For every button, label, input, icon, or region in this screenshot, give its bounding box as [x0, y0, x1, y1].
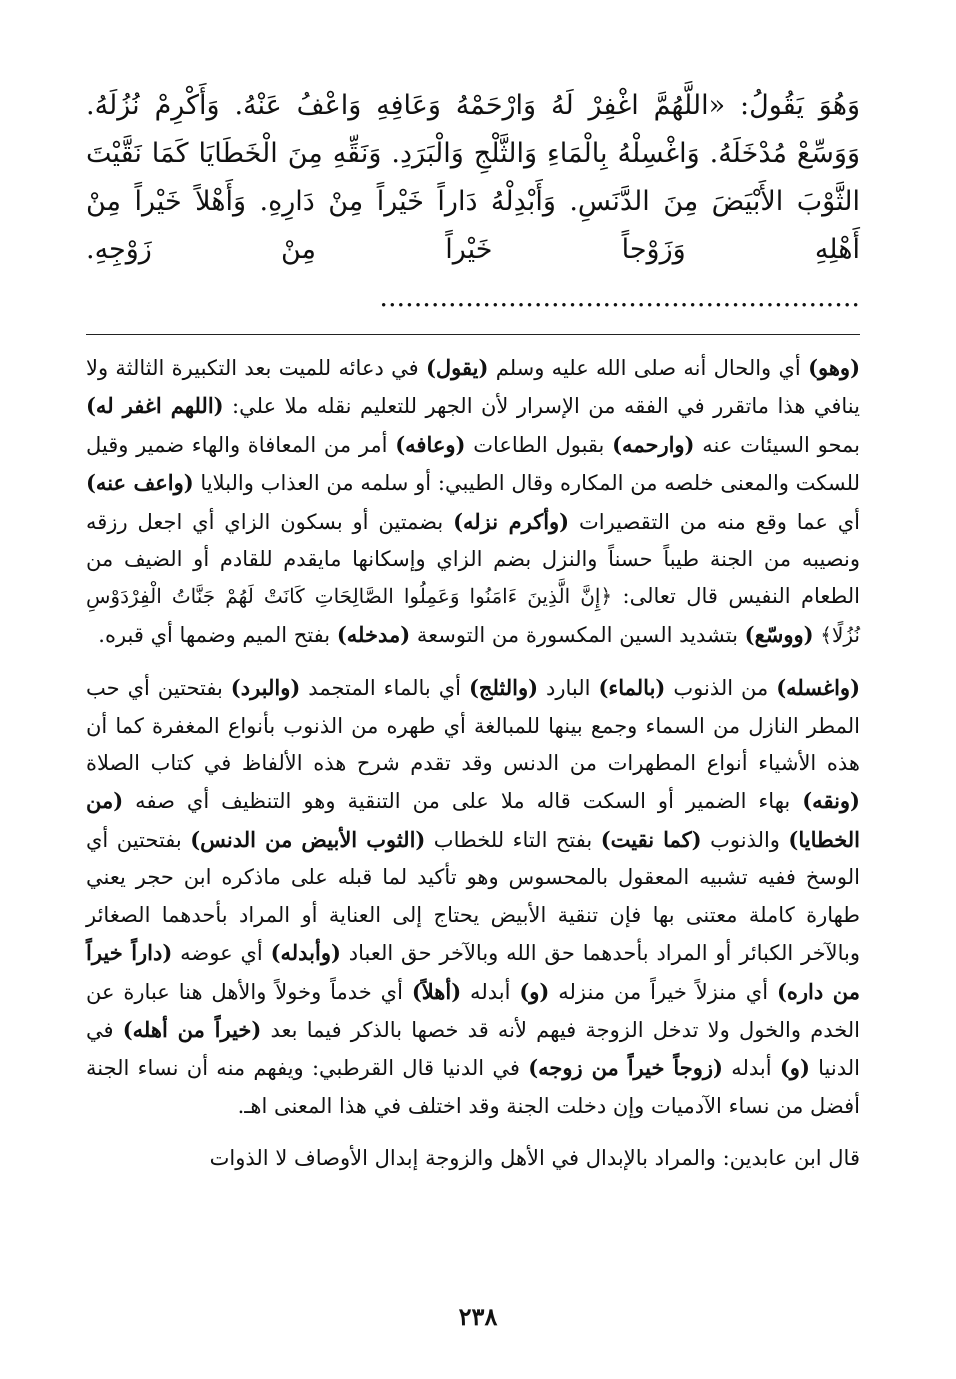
- footnote-divider: [86, 334, 860, 335]
- commentary-text: أي خدماً وخولاً والأهل هنا عبارة عن الخدم والخول ولا تدخل الزوجة فيهم لأنه قد خصها بالذكر فيما بعد: [86, 979, 861, 1042]
- term: (من الخطايا): [86, 788, 860, 852]
- commentary-text: أبدله: [461, 979, 520, 1004]
- commentary-text: والذنوب: [701, 827, 789, 852]
- commentary-text: بقبول الطاعات: [465, 432, 613, 457]
- term: (ووسّع): [744, 621, 814, 647]
- term: (وأبدله): [270, 940, 341, 966]
- hadith-ellipsis: ........................................................: [379, 282, 860, 313]
- term: (يقول): [425, 355, 489, 380]
- commentary-text: أي عوضه: [172, 941, 271, 966]
- term: (ونقه): [802, 788, 860, 814]
- commentary-text: أمر من المعافاة والهاء ضمير وقيل للسكت والمعنى خلصه من المكاره وقال الطيبي: أو سلمه من العذاب والبلايا: [86, 432, 860, 496]
- commentary-text: أبدله: [722, 1056, 780, 1081]
- term: (وهو): [808, 355, 860, 380]
- term: (و): [779, 1055, 810, 1081]
- page-number: ٢٣٨: [458, 1302, 498, 1331]
- commentary-text: أي بالماء المتجمد: [300, 676, 469, 701]
- commentary-text: في دعائه للميت بعد التكبيرة الثالثة ولا ينافي هذا ماتقرر في الفقه من الإسرار لأن الجهر للتعليم نقله ملا علي:: [86, 356, 860, 419]
- commentary-paragraph-2: [86, 669, 860, 1125]
- page-content: [86, 82, 860, 1178]
- term: (خيراً من أهله): [122, 1016, 262, 1042]
- commentary-paragraph-1: [86, 349, 860, 654]
- commentary-text: البارد: [538, 676, 599, 701]
- term: (واعف عنه): [86, 470, 194, 496]
- term: (اللهم اغفر له): [86, 393, 224, 419]
- term: (و): [519, 978, 550, 1004]
- term: (كما نقيت): [600, 826, 702, 852]
- commentary-text: في الدنيا قال القرطبي: ويفهم منه أن نساء الجنة أفضل من نساء الآدميات وإن دخلت الجنة وقد اختلف في هذا المعنى اهـ.: [86, 1056, 860, 1118]
- term: (زوجاً خيراً من زوجه): [528, 1055, 723, 1081]
- quran-verse: ﴿إِنَّ الَّذِينَ ءَامَنُوا وَعَمِلُوا الصَّالِحَاتِ كَانَتْ لَهُمْ جَنَّاتُ الْفِرْدَوْسِ نُزُلًا﴾: [86, 584, 860, 647]
- term: (أهلاً): [411, 978, 462, 1004]
- commentary-text: أي والحال أنه صلى الله عليه وسلم: [488, 356, 809, 380]
- commentary-text: بفتحتين أي حب المطر النازل من السماء وجمع بينها للمبالغة أي طهره من الذنوب بأنواع المغفرة كما أن هذه الأشياء أنواع المطهرات من الدنس وقد تقدم شرح هذه الألفاظ في كتاب الصلاة: [86, 676, 860, 776]
- term: (مدخله): [336, 621, 411, 647]
- term: (واغسله): [776, 675, 861, 701]
- term: (والثلج): [468, 675, 539, 701]
- term: (داراً خيراً من داره): [86, 940, 861, 1004]
- term: (الثوب الأبيض من الدنس): [190, 826, 426, 852]
- commentary-text: من الذنوب: [665, 676, 777, 701]
- term: (وارحمه): [612, 431, 695, 457]
- commentary-text: قال ابن عابدين: والمراد بالإبدال في الأهل والزوجة إبدال الأوصاف لا الذوات: [209, 1146, 860, 1171]
- commentary-text: بفتحتين أي الوسخ ففيه تشبيه المعقول بالمحسوس وهو تأكيد لما قبله على ماذكره ابن حجر يعني طهارة كاملة معتنى بها فإن تنقية الأبيض يحتاج إلى العناية أو المراد بأحدهما الصغائر وبالآخر الكبائر أو المراد بأحدهما حق الله وبالآخر حق العباد: [86, 827, 860, 966]
- hadith-text: [86, 82, 860, 322]
- term: (وأكرم نزله): [453, 508, 570, 534]
- commentary-text: بمحو السيئات عنه: [694, 432, 860, 457]
- commentary-text: بضمتين أو بسكون الزاي أي اجعل رزقه ونصيبه من الجنة طيباً حسناً والنزل بضم الزاي وإسكانها مايقدم للقادم أو الضيف من الطعام النفيس قال تعالى:: [86, 509, 860, 609]
- commentary-text: بفتح التاء للخطاب: [425, 827, 601, 852]
- commentary-text: أي عما وقع منه من التقصيرات: [569, 509, 860, 534]
- commentary-text: في الدنيا: [86, 1017, 860, 1081]
- term: (بالماء): [598, 675, 666, 701]
- hadith-body: وَهُوَ يَقُولُ: «اللَّهُمَّ اغْفِرْ لَهُ وَارْحَمْهُ وَعَافِهِ وَاعْفُ عَنْهُ. وَأَكْرِمْ نُزُلَهُ. وَوَسِّعْ مُدْخَلَهُ. وَاغْسِلْهُ بِالْمَاءِ وَالثَّلْجِ وَالْبَرَدِ. وَنَقِّهِ مِنَ الْخَطَايَا كَمَا نَقَّيْتَ الثَّوْبَ الأَبْيَضَ مِنَ الدَّنَسِ. وَأَبْدِلْهُ دَاراً خَيْراً مِنْ دَارِهِ. وَأَهْلاً خَيْراً مِنْ أَهْلِهِ وَزَوْجاً خَيْراً مِنْ زَوْجِهِ.: [86, 90, 860, 265]
- commentary-text: بفتح الميم وضمها أي قبره.: [98, 622, 337, 647]
- commentary-text: أي منزلاً خيراً من منزله: [549, 979, 777, 1004]
- commentary-text: بتشديد السين المكسورة من التوسعة: [410, 622, 745, 647]
- commentary-paragraph-3: [86, 1140, 860, 1177]
- commentary-text: بهاء الضمير أو السكت قاله ملا على من التنقية وهو التنظيف أي صفه: [123, 789, 803, 814]
- term: (وعافه): [395, 431, 466, 457]
- term: (والبرد): [230, 675, 301, 701]
